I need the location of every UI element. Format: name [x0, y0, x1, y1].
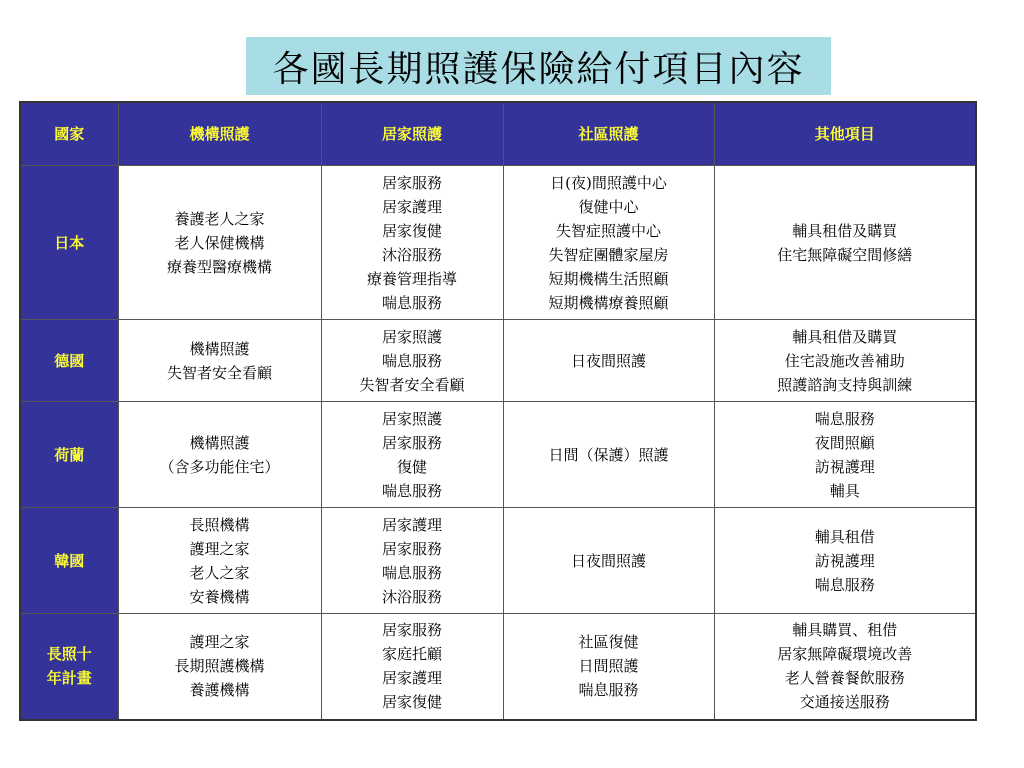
cell-line: 短期機構生活照顧 — [548, 269, 669, 288]
cell-line: 長期照護機構 — [174, 657, 265, 676]
cell-line: 住宅設施改善補助 — [784, 351, 905, 370]
institutional-care-cell — [118, 508, 321, 614]
cell-line: 機構照護 — [189, 433, 250, 452]
header-other-items: 其他項目 — [714, 102, 976, 166]
cell-line: 失智者安全看顧 — [359, 375, 465, 394]
cell-line: 居家服務 — [381, 621, 442, 640]
cell-line: 喘息服務 — [381, 481, 442, 500]
cell-line: 喘息服務 — [814, 409, 875, 428]
cell-line: 韓國 — [54, 551, 85, 570]
cell-line: 日(夜)間照護中心 — [550, 173, 667, 192]
institutional-care-cell — [118, 320, 321, 402]
other-items-cell — [714, 320, 976, 402]
cell-line: 喘息服務 — [381, 293, 442, 312]
home-care-cell — [321, 508, 503, 614]
cell-line: 沐浴服務 — [381, 587, 442, 606]
cell-line: 輔具 — [829, 481, 860, 500]
cell-line: 居家護理 — [381, 197, 442, 216]
header-country: 國家 — [20, 102, 118, 166]
cell-line: 荷蘭 — [54, 445, 85, 464]
community-care-cell — [503, 166, 714, 320]
other-items-cell — [714, 508, 976, 614]
cell-line: 日間照護 — [578, 657, 639, 676]
cell-line: 復健中心 — [578, 197, 639, 216]
cell-line: 喘息服務 — [381, 563, 442, 582]
home-care-cell — [321, 320, 503, 402]
cell-line: 輔具租借及購買 — [792, 221, 898, 240]
cell-line: 老人營養餐飲服務 — [784, 669, 905, 688]
header-home-care: 居家照護 — [321, 102, 503, 166]
institutional-care-cell — [118, 402, 321, 508]
cell-line: 失智者安全看顧 — [166, 363, 272, 382]
header-institutional-care: 機構照護 — [118, 102, 321, 166]
cell-line: 長照機構 — [189, 515, 250, 534]
other-items-cell — [714, 166, 976, 320]
cell-line: 復健 — [396, 457, 427, 476]
cell-line: 居家復健 — [381, 693, 442, 712]
cell-line: 居家護理 — [381, 669, 442, 688]
cell-line: 訪視護理 — [814, 551, 875, 570]
cell-line: 訪視護理 — [814, 457, 875, 476]
cell-line: 喘息服務 — [814, 575, 875, 594]
cell-line: 夜間照顧 — [814, 433, 875, 452]
other-items-cell — [714, 402, 976, 508]
cell-line: 居家照護 — [381, 409, 442, 428]
institutional-care-cell — [118, 614, 321, 720]
cell-line: 失智症團體家屋房 — [548, 245, 669, 264]
country-cell — [20, 508, 118, 614]
header-community-care: 社區照護 — [503, 102, 714, 166]
community-care-cell — [503, 402, 714, 508]
cell-line: 德國 — [54, 351, 85, 370]
country-cell — [20, 320, 118, 402]
cell-line: 護理之家 — [189, 633, 250, 652]
cell-line: 喘息服務 — [381, 351, 442, 370]
cell-line: 短期機構療養照顧 — [548, 293, 669, 312]
cell-line: 居家護理 — [381, 515, 442, 534]
cell-line: 失智症照護中心 — [555, 221, 661, 240]
header-row — [20, 102, 976, 166]
cell-line: 輔具租借 — [814, 527, 875, 546]
page-title: 各國長期照護保險給付項目內容 — [246, 37, 831, 95]
community-care-cell — [503, 508, 714, 614]
cell-line: 照護諮詢支持與訓練 — [777, 375, 913, 394]
cell-line: 養護老人之家 — [174, 209, 265, 228]
country-cell — [20, 166, 118, 320]
cell-line: 社區復健 — [578, 633, 639, 652]
cell-line: 輔具購買、租借 — [792, 621, 898, 640]
table-row — [20, 166, 976, 320]
cell-line: 老人保健機構 — [174, 233, 265, 252]
cell-line: 交通接送服務 — [799, 693, 890, 712]
benefits-table — [19, 101, 977, 721]
cell-line: 家庭托顧 — [381, 645, 442, 664]
cell-line: 住宅無障礙空間修繕 — [777, 245, 913, 264]
cell-line: 居家服務 — [381, 173, 442, 192]
table-row — [20, 320, 976, 402]
cell-line: 機構照護 — [189, 339, 250, 358]
cell-line: 日本 — [54, 233, 85, 252]
country-cell — [20, 402, 118, 508]
cell-line: 沐浴服務 — [381, 245, 442, 264]
institutional-care-cell — [118, 166, 321, 320]
cell-line: 喘息服務 — [578, 681, 639, 700]
home-care-cell — [321, 166, 503, 320]
cell-line: 日間（保護）照護 — [548, 445, 669, 464]
cell-line: 日夜間照護 — [570, 551, 646, 570]
community-care-cell — [503, 614, 714, 720]
cell-line: 居家照護 — [381, 327, 442, 346]
cell-line: 年計畫 — [46, 669, 92, 688]
cell-line: 居家無障礙環境改善 — [777, 645, 913, 664]
cell-line: 療養型醫療機構 — [166, 257, 272, 276]
cell-line: 老人之家 — [189, 563, 250, 582]
table-row — [20, 402, 976, 508]
cell-line: 居家服務 — [381, 539, 442, 558]
country-cell — [20, 614, 118, 720]
cell-line: 安養機構 — [189, 587, 250, 606]
community-care-cell — [503, 320, 714, 402]
cell-line: 輔具租借及購買 — [792, 327, 898, 346]
cell-line: 療養管理指導 — [366, 269, 457, 288]
cell-line: 居家復健 — [381, 221, 442, 240]
cell-line: 護理之家 — [189, 539, 250, 558]
cell-line: 養護機構 — [189, 681, 250, 700]
home-care-cell — [321, 402, 503, 508]
table-row — [20, 508, 976, 614]
cell-line: 居家服務 — [381, 433, 442, 452]
cell-line: （含多功能住宅） — [159, 457, 280, 476]
other-items-cell — [714, 614, 976, 720]
table-row — [20, 614, 976, 720]
cell-line: 日夜間照護 — [570, 351, 646, 370]
home-care-cell — [321, 614, 503, 720]
cell-line: 長照十 — [46, 645, 92, 664]
